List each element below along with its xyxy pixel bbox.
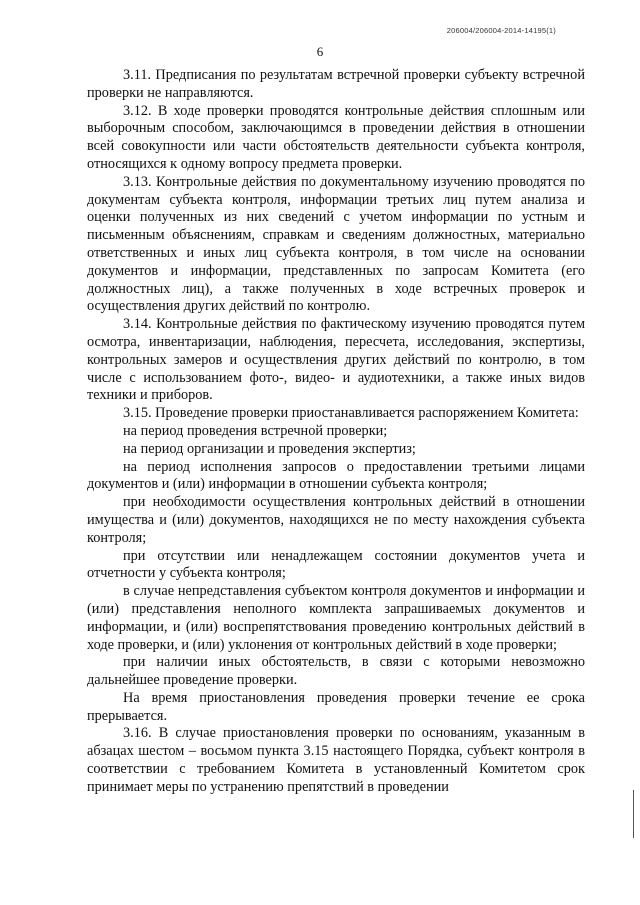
page-number: 6 [316, 44, 324, 59]
paragraph-3-16: 3.16. В случае приостановления проверки по основаниям, указанным в абзацах шестом – восьмом пункта 3.15 настоящего Порядка, субъект контроля в соответствии с требованием Комитета в установленный Комитетом срок принимает меры по устранению препятствий в проведении [87, 725, 585, 795]
paragraph-suspension-note: На время приостановления проведения проверки течение ее срока прерывается. [87, 689, 585, 724]
list-item: на период организации и проведения экспертиз; [123, 440, 416, 457]
paragraph-3-12: 3.12. В ходе проверки проводятся контрольные действия сплошным или выборочным способом, заключающимся в проведении действия в отношении всей совокупности или части обстоятельств деятельности субъекта контроля, относящихся к одному вопросу предмета проверки. [87, 102, 585, 172]
paragraph-3-14: 3.14. Контрольные действия по фактическому изучению проводятся путем осмотра, инвентаризации, наблюдения, пересчета, исследования, экспертизы, контрольных замеров и осуществления других действий по контролю, в том числе с использованием фото-, видео- и аудиотехники, а также иных видов техники и приборов. [87, 316, 585, 404]
list-item: на период проведения встречной проверки; [123, 422, 388, 439]
paragraph-3-15: 3.15. Проведение проверки приостанавливается распоряжением Комитета: [123, 405, 579, 422]
document-id: 206004/206004-2014-14195(1) [446, 26, 556, 35]
list-item: при наличии иных обстоятельств, в связи с которыми невозможно дальнейшее проведение проверки. [87, 654, 585, 689]
list-item: при необходимости осуществления контрольных действий в отношении имущества и (или) документов, находящихся не по месту нахождения субъекта контроля; [87, 494, 585, 546]
document-body [87, 67, 585, 797]
scan-edge-mark [633, 790, 634, 838]
list-item: при отсутствии или ненадлежащем состоянии документов учета и отчетности у субъекта контроля; [87, 547, 585, 582]
list-item: на период исполнения запросов о предоставлении третьими лицами документов и (или) информации в отношении субъекта контроля; [87, 458, 585, 493]
paragraph-3-11: 3.11. Предписания по результатам встречной проверки субъекту встречной проверки не направляются. [87, 67, 585, 101]
list-item: в случае непредставления субъектом контроля документов и информации и (или) представления неполного комплекта запрашиваемых документов и информации, и (или) воспрепятствования проведению контрольных действий в ходе проверки, и (или) уклонения от контрольных действий в ходе проверки; [87, 583, 585, 653]
paragraph-3-13: 3.13. Контрольные действия по документальному изучению проводятся по документам субъекта контроля, информации третьих лиц путем анализа и оценки полученных из них сведений с учетом информации по устным и письменным объяснениям, справкам и сведениям должностных, материально ответственных и иных лиц субъекта контроля, в том числе на основании документов и информации, представленных по запросам Комитета (его должностных лиц), а также полученных в ходе встречных проверок и осуществления других действий по контролю. [87, 173, 585, 315]
